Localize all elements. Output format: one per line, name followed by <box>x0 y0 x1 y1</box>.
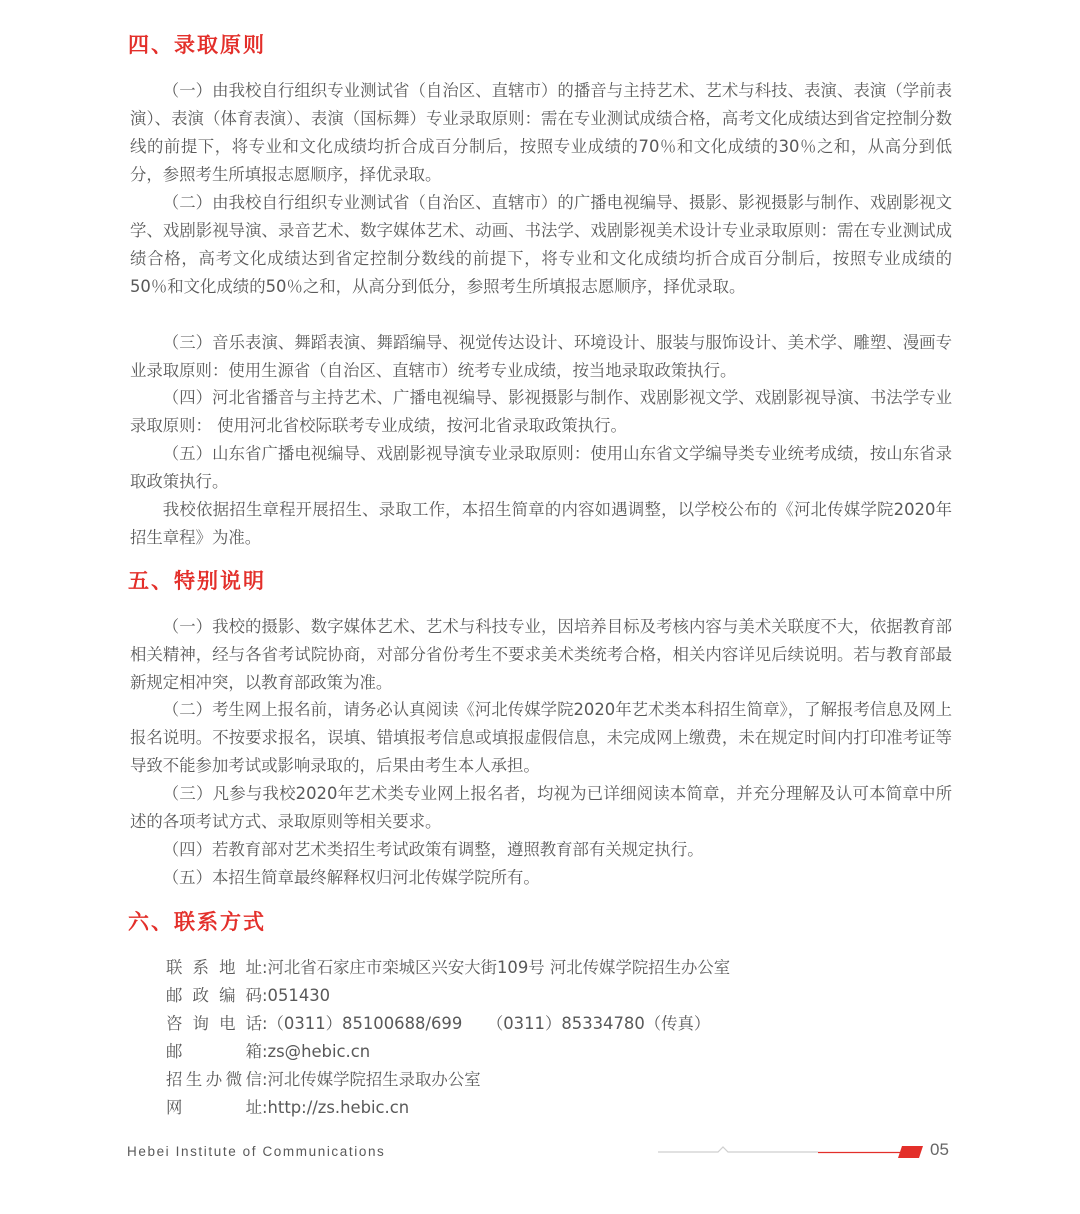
contact-label: 邮箱 <box>166 1041 262 1061</box>
footer-decoration <box>650 1140 930 1164</box>
admission-paragraph-5: （五）山东省广播电视编导、戏剧影视导演专业录取原则：使用山东省文学编导类专业统考成绩，按山东省录取政策执行。 <box>130 444 952 491</box>
contact-row-wechat <box>166 1066 730 1094</box>
contact-list <box>166 954 730 1121</box>
admission-paragraph-3: （三）音乐表演、舞蹈表演、舞蹈编导、视觉传达设计、环境设计、服装与服饰设计、美术学、雕塑、漫画专业录取原则：使用生源省（自治区、直辖市）统考专业成绩，按当地录取政策执行。 <box>130 333 952 380</box>
contact-separator: : <box>262 985 268 1005</box>
footer-red-parallelogram <box>898 1146 923 1158</box>
footer-line-gray <box>658 1147 818 1152</box>
section-title-admission: 四、录取原则 <box>128 33 266 57</box>
contact-separator: : <box>262 1097 268 1117</box>
special-paragraph-2: （二）考生网上报名前，请务必认真阅读《河北传媒学院2020年艺术类本科招生简章》，了解报考信息及网上报名说明。不按要求报名，误填、错填报考信息或填报虚假信息，未完成网上缴费，未在规定时间内打印准考证等导致不能参加考试或影响录取的，后果由考生本人承担。 <box>130 700 952 775</box>
contact-separator: : <box>262 1013 268 1033</box>
admission-paragraph-6: 我校依据招生章程开展招生、录取工作，本招生简章的内容如遇调整，以学校公布的《河北传媒学院2020年招生章程》为准。 <box>130 500 952 547</box>
contact-row-email <box>166 1038 730 1066</box>
contact-row-postcode <box>166 982 730 1010</box>
section-title-special: 五、特别说明 <box>128 569 266 593</box>
contact-row-website <box>166 1094 730 1122</box>
admission-paragraph-2: （二）由我校自行组织专业测试省（自治区、直辖市）的广播电视编导、摄影、影视摄影与制作、戏剧影视文学、戏剧影视导演、录音艺术、数字媒体艺术、动画、书法学、戏剧影视美术设计专业录取原则：需在专业测试成绩合格，高考文化成绩达到省定控制分数线的前提下，将专业和文化成绩均折合成百分制后，按照专业成绩的50％和文化成绩的50％之和，从高分到低分，参照考生所填报志愿顺序，择优录取。 <box>130 193 952 296</box>
contact-email-value[interactable]: zs@hebic.cn <box>267 1041 371 1061</box>
contact-address-value: 河北省石家庄市栾城区兴安大街109号 河北传媒学院招生办公室 <box>267 958 731 977</box>
contact-separator: : <box>262 1069 268 1089</box>
admission-paragraph-1: （一）由我校自行组织专业测试省（自治区、直辖市）的播音与主持艺术、艺术与科技、表演、表演（学前表演）、表演（体育表演）、表演（国标舞）专业录取原则：需在专业测试成绩合格，高考文化成绩达到省定控制分数线的前提下，将专业和文化成绩均折合成百分制后，按照专业成绩的70％和文化成绩的30％之和，从高分到低分，参照考生所填报志愿顺序，择优录取。 <box>130 81 952 184</box>
contact-phone-value: （0311）85100688/699 （0311）85334780（传真） <box>267 1013 711 1033</box>
contact-label: 咨询电话 <box>166 1013 262 1033</box>
contact-row-address <box>166 954 730 982</box>
admission-paragraph-4: （四）河北省播音与主持艺术、广播电视编导、影视摄影与制作、戏剧影视文学、戏剧影视导演、书法学专业录取原则： 使用河北省校际联考专业成绩，按河北省录取政策执行。 <box>130 388 952 435</box>
section-title-contact: 六、联系方式 <box>128 910 266 934</box>
contact-wechat-value: 河北传媒学院招生录取办公室 <box>267 1069 481 1089</box>
contact-label: 招生办微信 <box>166 1069 262 1089</box>
contact-label: 邮政编码 <box>166 985 262 1005</box>
special-paragraph-5: （五）本招生简章最终解释权归河北传媒学院所有。 <box>162 868 540 887</box>
footer-institution-name: Hebei Institute of Communications <box>127 1144 386 1159</box>
contact-label: 联系地址 <box>166 958 262 977</box>
contact-separator: : <box>262 1041 268 1061</box>
special-paragraph-4: （四）若教育部对艺术类招生考试政策有调整，遵照教育部有关规定执行。 <box>162 840 704 859</box>
special-paragraph-3: （三）凡参与我校2020年艺术类专业网上报名者，均视为已详细阅读本简章，并充分理解及认可本简章中所述的各项考试方式、录取原则等相关要求。 <box>130 784 952 831</box>
contact-row-phone <box>166 1010 730 1038</box>
contact-postcode-value: 051430 <box>267 985 331 1005</box>
contact-separator: : <box>262 958 268 977</box>
page-number: 05 <box>930 1140 949 1159</box>
contact-label: 网址 <box>166 1097 262 1117</box>
contact-website-value[interactable]: http://zs.hebic.cn <box>267 1097 410 1117</box>
special-paragraph-1: （一）我校的摄影、数字媒体艺术、艺术与科技专业，因培养目标及考核内容与美术关联度不大，依据教育部相关精神，经与各省考试院协商，对部分省份考生不要求美术类统考合格，相关内容详见后续说明。若与教育部最新规定相冲突，以教育部政策为准。 <box>130 617 952 692</box>
